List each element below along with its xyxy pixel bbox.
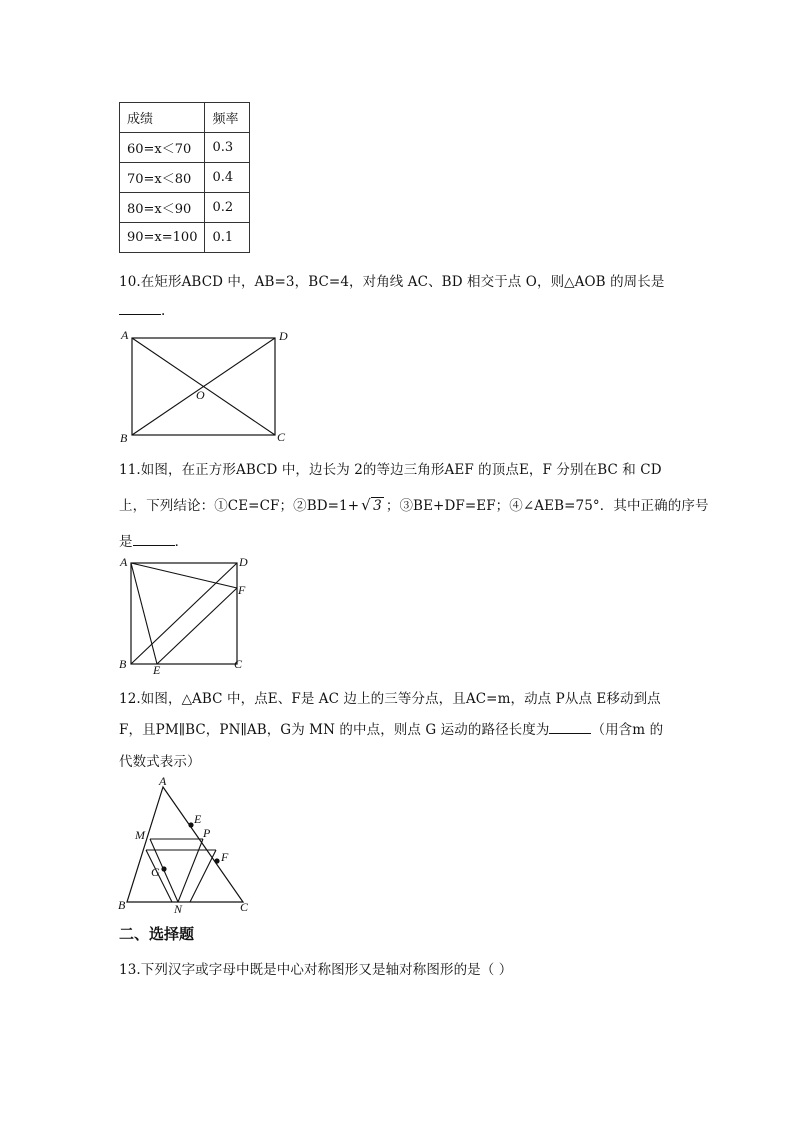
square-abcd-figure [115, 553, 255, 678]
question-10-stem: 10.在矩形ABCD 中，AB=3，BC=4，对角线 AC、BD 相交于点 O，则△AOB 的周长是 [119, 274, 665, 290]
question-11-line-3 [119, 530, 188, 550]
label-d: D [279, 329, 288, 343]
segment-ef [157, 588, 237, 664]
label-f: F [221, 850, 229, 864]
table-cell: 0.3 [205, 133, 250, 163]
table-row [120, 193, 250, 223]
label-c: C [240, 900, 249, 914]
rectangle-abcd-figure [115, 325, 295, 447]
question-12-text-c: 代数式表示） [119, 754, 201, 770]
question-11-line-2 [119, 494, 709, 514]
table-cell: 0.4 [205, 163, 250, 193]
question-12-text-b: （用含m 的 [591, 722, 664, 738]
question-11-text-b: ；③BE+DF=EF；④∠AEB=75°．其中正确的序号 [385, 498, 709, 514]
label-a: A [120, 555, 128, 569]
segment-ae [131, 563, 157, 664]
label-g: G [151, 865, 160, 879]
segment-af [131, 563, 237, 588]
answer-blank [133, 533, 175, 546]
question-11-stem: 11.如图，在正方形ABCD 中，边长为 2的等边三角形AEF 的顶点E，F 分别在BC 和 CD [119, 462, 662, 478]
label-n: N [174, 902, 183, 916]
table-row [120, 163, 250, 193]
question-12-line-3 [119, 750, 201, 770]
label-e: E [153, 663, 161, 677]
label-c: C [277, 430, 286, 444]
sqrt-expression [361, 498, 384, 514]
label-o: O [196, 388, 205, 402]
point-g [161, 866, 166, 871]
table-cell: 80=x＜90 [120, 193, 205, 223]
table-cell: 90=x=100 [120, 223, 205, 253]
question-12-line-1 [119, 687, 661, 707]
label-f: F [238, 583, 246, 597]
question-11-end: ． [174, 534, 189, 550]
sqrt-value: 3 [373, 498, 382, 514]
question-11-text-a: 上，下列结论：①CE=CF；②BD=1+ [119, 498, 360, 514]
question-10-answer-line [119, 302, 165, 319]
label-b: B [119, 657, 127, 671]
question-10-end: . [161, 303, 166, 319]
table-header-cell: 成绩 [120, 103, 205, 133]
segment-through-e-right [190, 850, 216, 902]
table-cell: 70=x＜80 [120, 163, 205, 193]
label-b: B [118, 898, 126, 912]
label-e: E [194, 812, 202, 826]
table-cell: 60=x＜70 [120, 133, 205, 163]
table-row [120, 133, 250, 163]
point-f [214, 858, 219, 863]
table-header-cell: 频率 [205, 103, 250, 133]
table-header-row [120, 103, 250, 133]
label-b: B [120, 431, 128, 445]
segment-pn [178, 839, 203, 902]
answer-blank [549, 721, 591, 734]
question-13-stem: 13.下列汉字或字母中既是中心对称图形又是轴对称图形的是（ ） [119, 962, 513, 978]
table-cell: 0.2 [205, 193, 250, 223]
label-a: A [159, 775, 167, 788]
diagonal-bd [131, 563, 237, 664]
question-12-text-a: F，且PM∥BC，PN∥AB，G为 MN 的中点，则点 G 运动的路径长度为 [119, 722, 550, 738]
question-10-text [119, 270, 664, 290]
triangle-abc-figure [115, 775, 255, 917]
answer-blank [119, 302, 161, 315]
point-e [188, 822, 193, 827]
table-row [120, 223, 250, 253]
question-12-stem: 12.如图，△ABC 中，点E、F是 AC 边上的三等分点，且AC=m，动点 P从点 E移动到点 [119, 691, 661, 707]
frequency-table [119, 102, 250, 253]
label-c: C [234, 657, 243, 671]
label-m: M [135, 828, 145, 842]
section-heading: 二、选择题 [119, 925, 195, 943]
question-12-line-2 [119, 718, 663, 738]
question-13-text [119, 958, 512, 978]
radical-sign: √ [361, 496, 371, 514]
label-p: P [203, 826, 211, 840]
label-d: D [239, 555, 248, 569]
question-11-line-1 [119, 458, 662, 478]
table-cell: 0.1 [205, 223, 250, 253]
question-11-text-c: 是 [119, 534, 133, 550]
label-a: A [121, 328, 129, 342]
